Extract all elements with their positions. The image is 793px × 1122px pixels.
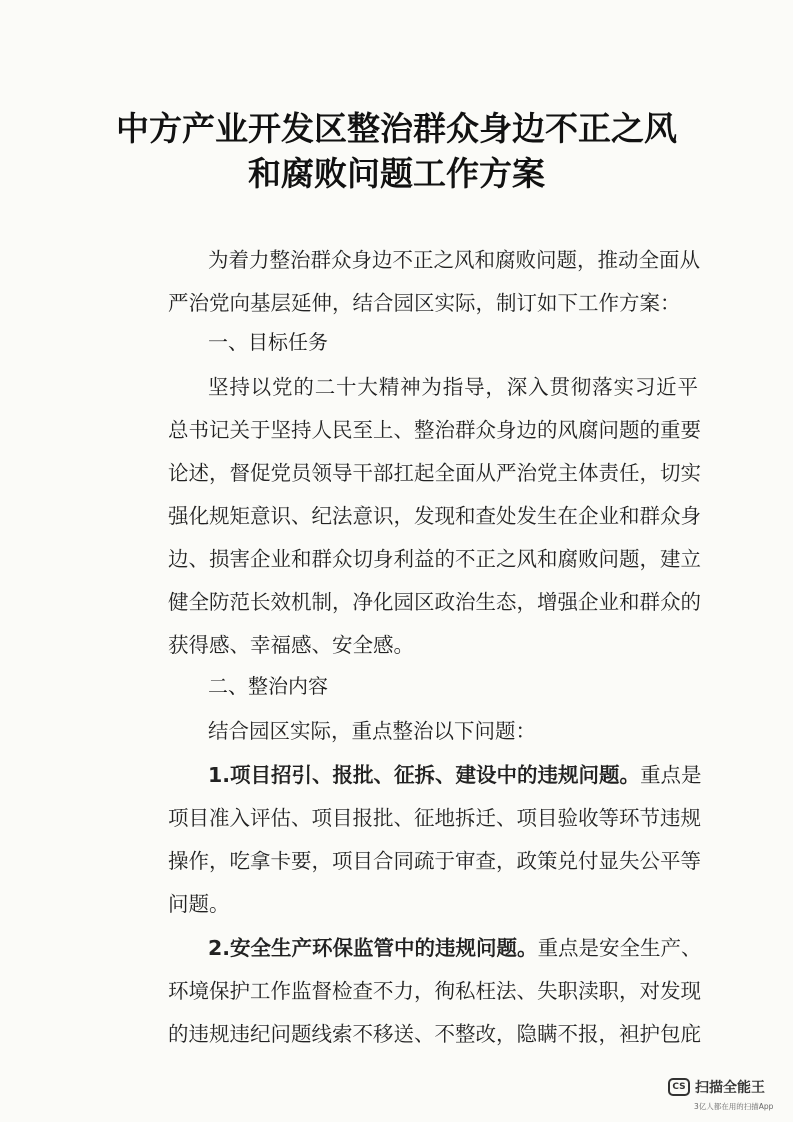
camscanner-logo-icon: CS bbox=[668, 1078, 690, 1096]
section-heading-content: 二、整治内容 bbox=[208, 674, 328, 698]
paragraph-line: 环境保护工作监督检查不力，徇私枉法、失职渎职，对发现 bbox=[168, 979, 701, 1003]
watermark-tagline: 3亿人都在用的扫描App bbox=[694, 1102, 774, 1111]
paragraph-line: 问题。 bbox=[168, 892, 230, 916]
section-heading-goals: 一、目标任务 bbox=[208, 330, 328, 354]
item1-text: 重点是 bbox=[640, 763, 702, 787]
paragraph-line: 项目准入评估、项目报批、征地拆迁、项目验收等环节违规 bbox=[168, 806, 701, 830]
watermark-app-name: 扫描全能王 bbox=[695, 1080, 765, 1096]
paragraph-line: 坚持以党的二十大精神为指导，深入贯彻落实习近平 bbox=[208, 375, 698, 399]
scanner-watermark bbox=[668, 1075, 786, 1115]
paragraph-line: 边、损害企业和群众切身利益的不正之风和腐败问题，建立 bbox=[168, 547, 701, 571]
paragraph-line: 获得感、幸福感、安全感。 bbox=[168, 633, 414, 657]
intro-line: 严治党向基层延伸，结合园区实际，制订如下工作方案： bbox=[168, 291, 681, 315]
item1-heading: 1.项目招引、报批、征拆、建设中的违规问题。 bbox=[208, 763, 641, 787]
paragraph-line: 操作，吃拿卡要，项目合同疏于审查，政策兑付显失公平等 bbox=[168, 849, 701, 873]
document-title-line2: 和腐败问题工作方案 bbox=[248, 154, 545, 193]
item2-heading: 2.安全生产环保监管中的违规问题。 bbox=[208, 936, 538, 960]
paragraph-line: 健全防范长效机制，净化园区政治生态，增强企业和群众的 bbox=[168, 590, 701, 614]
item2-text: 重点是安全生产、 bbox=[537, 936, 702, 960]
paragraph-line: 的违规违纪问题线索不移送、不整改，隐瞒不报，袒护包庇 bbox=[168, 1022, 701, 1046]
paragraph-line: 总书记关于坚持人民至上、整治群众身边的风腐问题的重要 bbox=[168, 418, 701, 442]
document-title-line1: 中方产业开发区整治群众身边不正之风 bbox=[116, 109, 677, 148]
paragraph-line: 强化规矩意识、纪法意识，发现和查处发生在企业和群众身 bbox=[168, 504, 701, 528]
intro-line: 为着力整治群众身边不正之风和腐败问题，推动全面从 bbox=[208, 248, 700, 272]
section2-intro: 结合园区实际，重点整治以下问题： bbox=[208, 719, 536, 743]
item2-first-line bbox=[208, 931, 702, 961]
paragraph-line: 论述，督促党员领导干部扛起全面从严治党主体责任，切实 bbox=[168, 461, 701, 485]
item1-first-line bbox=[208, 758, 702, 788]
